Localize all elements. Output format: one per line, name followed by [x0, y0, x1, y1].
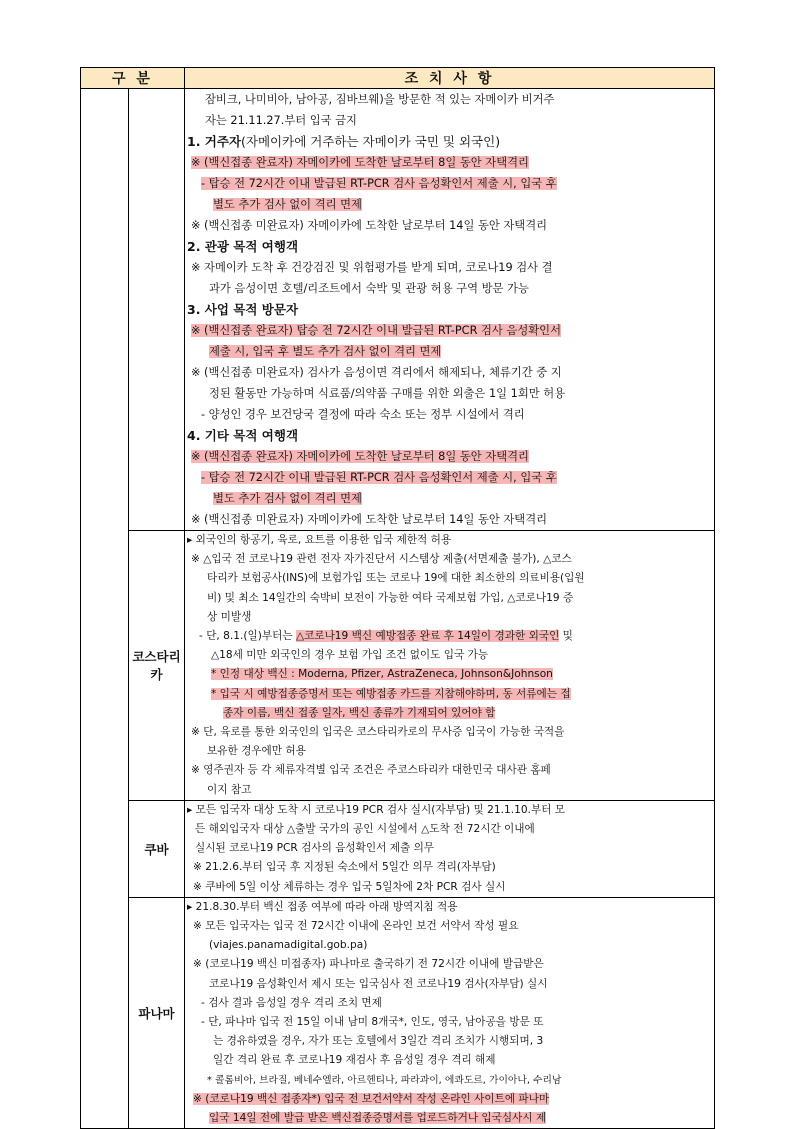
- row-cuba: [81, 800, 715, 897]
- text-line: (viajes.panamadigital.gob.pa): [209, 939, 368, 952]
- section-heading: 1. 거주자(자메이카에 거주하는 자메이카 국민 및 외국인): [187, 134, 501, 149]
- text-line: 타리카 보험공사(INS)에 보험가입 또는 코로나 19에 대한 최소한의 의료비용(입원: [207, 572, 585, 585]
- content-panama: [185, 897, 715, 1128]
- text-line: * 콜롬비아, 브라질, 베네수엘라, 아르헨티나, 파라과이, 에콰도르, 가이아나, 수리남: [207, 1074, 562, 1086]
- text-line: ※ 단, 육로를 통한 외국인의 입국은 코스타리카로의 무사증 입국이 가능한 국적을: [191, 726, 565, 739]
- text-line: ▸ 모든 입국자 대상 도착 시 코로나19 PCR 검사 실시(자부담) 및 21.1.10.부터 모: [187, 803, 566, 816]
- row-costarica: [81, 531, 715, 801]
- highlighted-text: ※ (코로나19 백신 접종자*) 입국 전 보건서약서 작성 온라인 사이트에 파나마: [193, 1092, 550, 1105]
- country-cell-jamaica: [129, 89, 185, 531]
- text-line: ※ 21.2.6.부터 입국 후 지정된 숙소에서 5일간 의무 격리(자부담): [193, 861, 496, 874]
- content-cuba: [185, 800, 715, 897]
- row-panama: [81, 897, 715, 1128]
- text-line: 정된 활동만 가능하며 식료품/의약품 구매를 위한 외출은 1일 1회만 허용: [209, 387, 566, 400]
- country-name-cuba: 쿠바: [129, 800, 185, 897]
- text-line: 일간 격리 완료 후 코로나19 재검사 후 음성일 경우 격리 해제: [213, 1054, 496, 1067]
- content-jamaica: [185, 89, 715, 531]
- text-line: ※ (백신접종 미완료자) 검사가 음성이면 격리에서 해제되나, 체류기간 중 지: [191, 366, 562, 379]
- highlighted-text: - 탑승 전 72시간 이내 발급된 RT-PCR 검사 음성확인서 제출 시, 입국 후: [201, 177, 557, 190]
- highlighted-text: 별도 추가 검사 없이 격리 면제: [213, 198, 362, 211]
- highlighted-text: ※ (백신접종 완료자) 자메이카에 도착한 날로부터 8일 동안 자택격리: [191, 450, 529, 463]
- highlighted-text: △코로나19 백신 예방접종 완료 후 14일이 경과한 외국인: [295, 630, 560, 643]
- section-heading: 3. 사업 목적 방문자: [187, 302, 299, 317]
- highlighted-text: 입국 14일 전에 발급 받은 백신접종증명서를 업로드하거나 입국심사시 제: [209, 1112, 547, 1125]
- highlighted-text: 종자 이름, 백신 접종 일자, 백신 종류가 기재되어 있어야 함: [223, 706, 496, 719]
- highlighted-text: 별도 추가 검사 없이 격리 면제: [213, 492, 362, 505]
- text-line: ※ △입국 전 코로나19 관련 전자 자가진단서 시스템상 제출(서면제출 불가), △코스: [191, 553, 572, 566]
- highlighted-text: * 입국 시 예방접종증명서 또는 예방접종 카드를 지참해야하며, 동 서류에는 접: [211, 687, 571, 700]
- text-line: 이지 참고: [207, 783, 252, 796]
- text-line: 상 미발생: [207, 610, 252, 623]
- text-line: △18세 미만 외국인의 경우 보험 가입 조건 없이도 입국 가능: [211, 649, 489, 662]
- text-line: ▸ 21.8.30.부터 백신 접종 여부에 따라 아래 방역지침 적용: [187, 900, 458, 913]
- text-line: - 양성인 경우 보건당국 결정에 따라 숙소 또는 정부 시설에서 격리: [201, 408, 525, 421]
- text-line: 든 해외입국자 대상 △출발 국가의 공인 시설에서 △도착 전 72시간 이내에: [195, 823, 535, 836]
- country-name-panama: 파나마: [129, 897, 185, 1128]
- text-line: - 단, 파나마 입국 전 15일 이내 남미 8개국*, 인도, 영국, 남아공을 방문 또: [201, 1016, 544, 1029]
- highlighted-text: * 인정 대상 백신 : Moderna, Pfizer, AstraZeneca, Johnson&Johnson: [211, 668, 553, 681]
- text-line: 자는 21.11.27.부터 입국 금지: [205, 114, 357, 127]
- highlighted-text: ※ (백신접종 완료자) 자메이카에 도착한 날로부터 8일 동안 자택격리: [191, 156, 529, 169]
- region-cell: [81, 89, 129, 1129]
- text-line: - 단, 8.1.(일)부터는 △코로나19 백신 예방접종 완료 후 14일이 경과한 외국인 및: [199, 630, 573, 643]
- text-line: ※ 영주권자 등 각 체류자격별 입국 조건은 주코스타리카 대한민국 대사관 홈페: [191, 764, 551, 777]
- highlighted-text: ※ (백신접종 완료자) 탑승 전 72시간 이내 발급된 RT-PCR 검사 음성확인서: [191, 324, 561, 337]
- text-line: ※ 모든 입국자는 입국 전 72시간 이내에 온라인 보건 서약서 작성 필요: [193, 920, 519, 933]
- highlighted-text: - 탑승 전 72시간 이내 발급된 RT-PCR 검사 음성확인서 제출 시, 입국 후: [201, 471, 557, 484]
- text-line: - 검사 결과 음성일 경우 격리 조치 면제: [201, 996, 382, 1009]
- text-line: 과가 음성이면 호텔/리조트에서 숙박 및 관광 허용 구역 방문 가능: [209, 282, 529, 295]
- text-line: ※ (백신접종 미완료자) 자메이카에 도착한 날로부터 14일 동안 자택격리: [191, 219, 548, 232]
- text-line: 는 경유하였을 경우, 자가 또는 호텔에서 3일간 격리 조치가 시행되며, 3: [213, 1035, 544, 1048]
- text-line: 보유한 경우에만 허용: [207, 745, 306, 758]
- row-jamaica: [81, 89, 715, 531]
- section-heading: 4. 기타 목적 여행객: [187, 428, 299, 443]
- text-line: ※ (코로나19 백신 미접종자) 파나마로 출국하기 전 72시간 이내에 발급받은: [193, 958, 544, 971]
- text-line: ※ 쿠바에 5일 이상 체류하는 경우 입국 5일차에 2차 PCR 검사 실시: [193, 880, 506, 893]
- text-line: ※ (백신접종 미완료자) 자메이카에 도착한 날로부터 14일 동안 자택격리: [191, 513, 548, 526]
- measures-table: [80, 67, 715, 1129]
- text-line: ※ 자메이카 도착 후 건강검진 및 위험평가를 받게 되며, 코로나19 검사 결: [191, 261, 553, 274]
- header-category: 구 분: [81, 68, 185, 89]
- text-line: 실시된 코로나19 PCR 검사의 음성확인서 제출 의무: [195, 842, 435, 855]
- header-row: [81, 68, 715, 89]
- header-measures: 조 치 사 항: [185, 68, 715, 89]
- text-line: 코로나19 음성확인서 제시 또는 입국심사 전 코로나19 검사(자부담) 실시: [209, 977, 548, 990]
- text-line: 잠비크, 나미비아, 남아공, 짐바브웨)을 방문한 적 있는 자메이카 비거주: [205, 93, 555, 106]
- text-line: 비) 및 최소 14일간의 숙박비 보전이 가능한 여타 국제보험 가입, △코로나19 증: [207, 591, 574, 604]
- section-heading: 2. 관광 목적 여행객: [187, 239, 299, 254]
- country-name-costarica: 코스타리카: [129, 531, 185, 801]
- text-line: ▸ 외국인의 항공기, 육로, 요트를 이용한 입국 제한적 허용: [187, 534, 452, 546]
- highlighted-text: 제출 시, 입국 후 별도 추가 검사 없이 격리 면제: [209, 345, 442, 358]
- content-costarica: [185, 531, 715, 801]
